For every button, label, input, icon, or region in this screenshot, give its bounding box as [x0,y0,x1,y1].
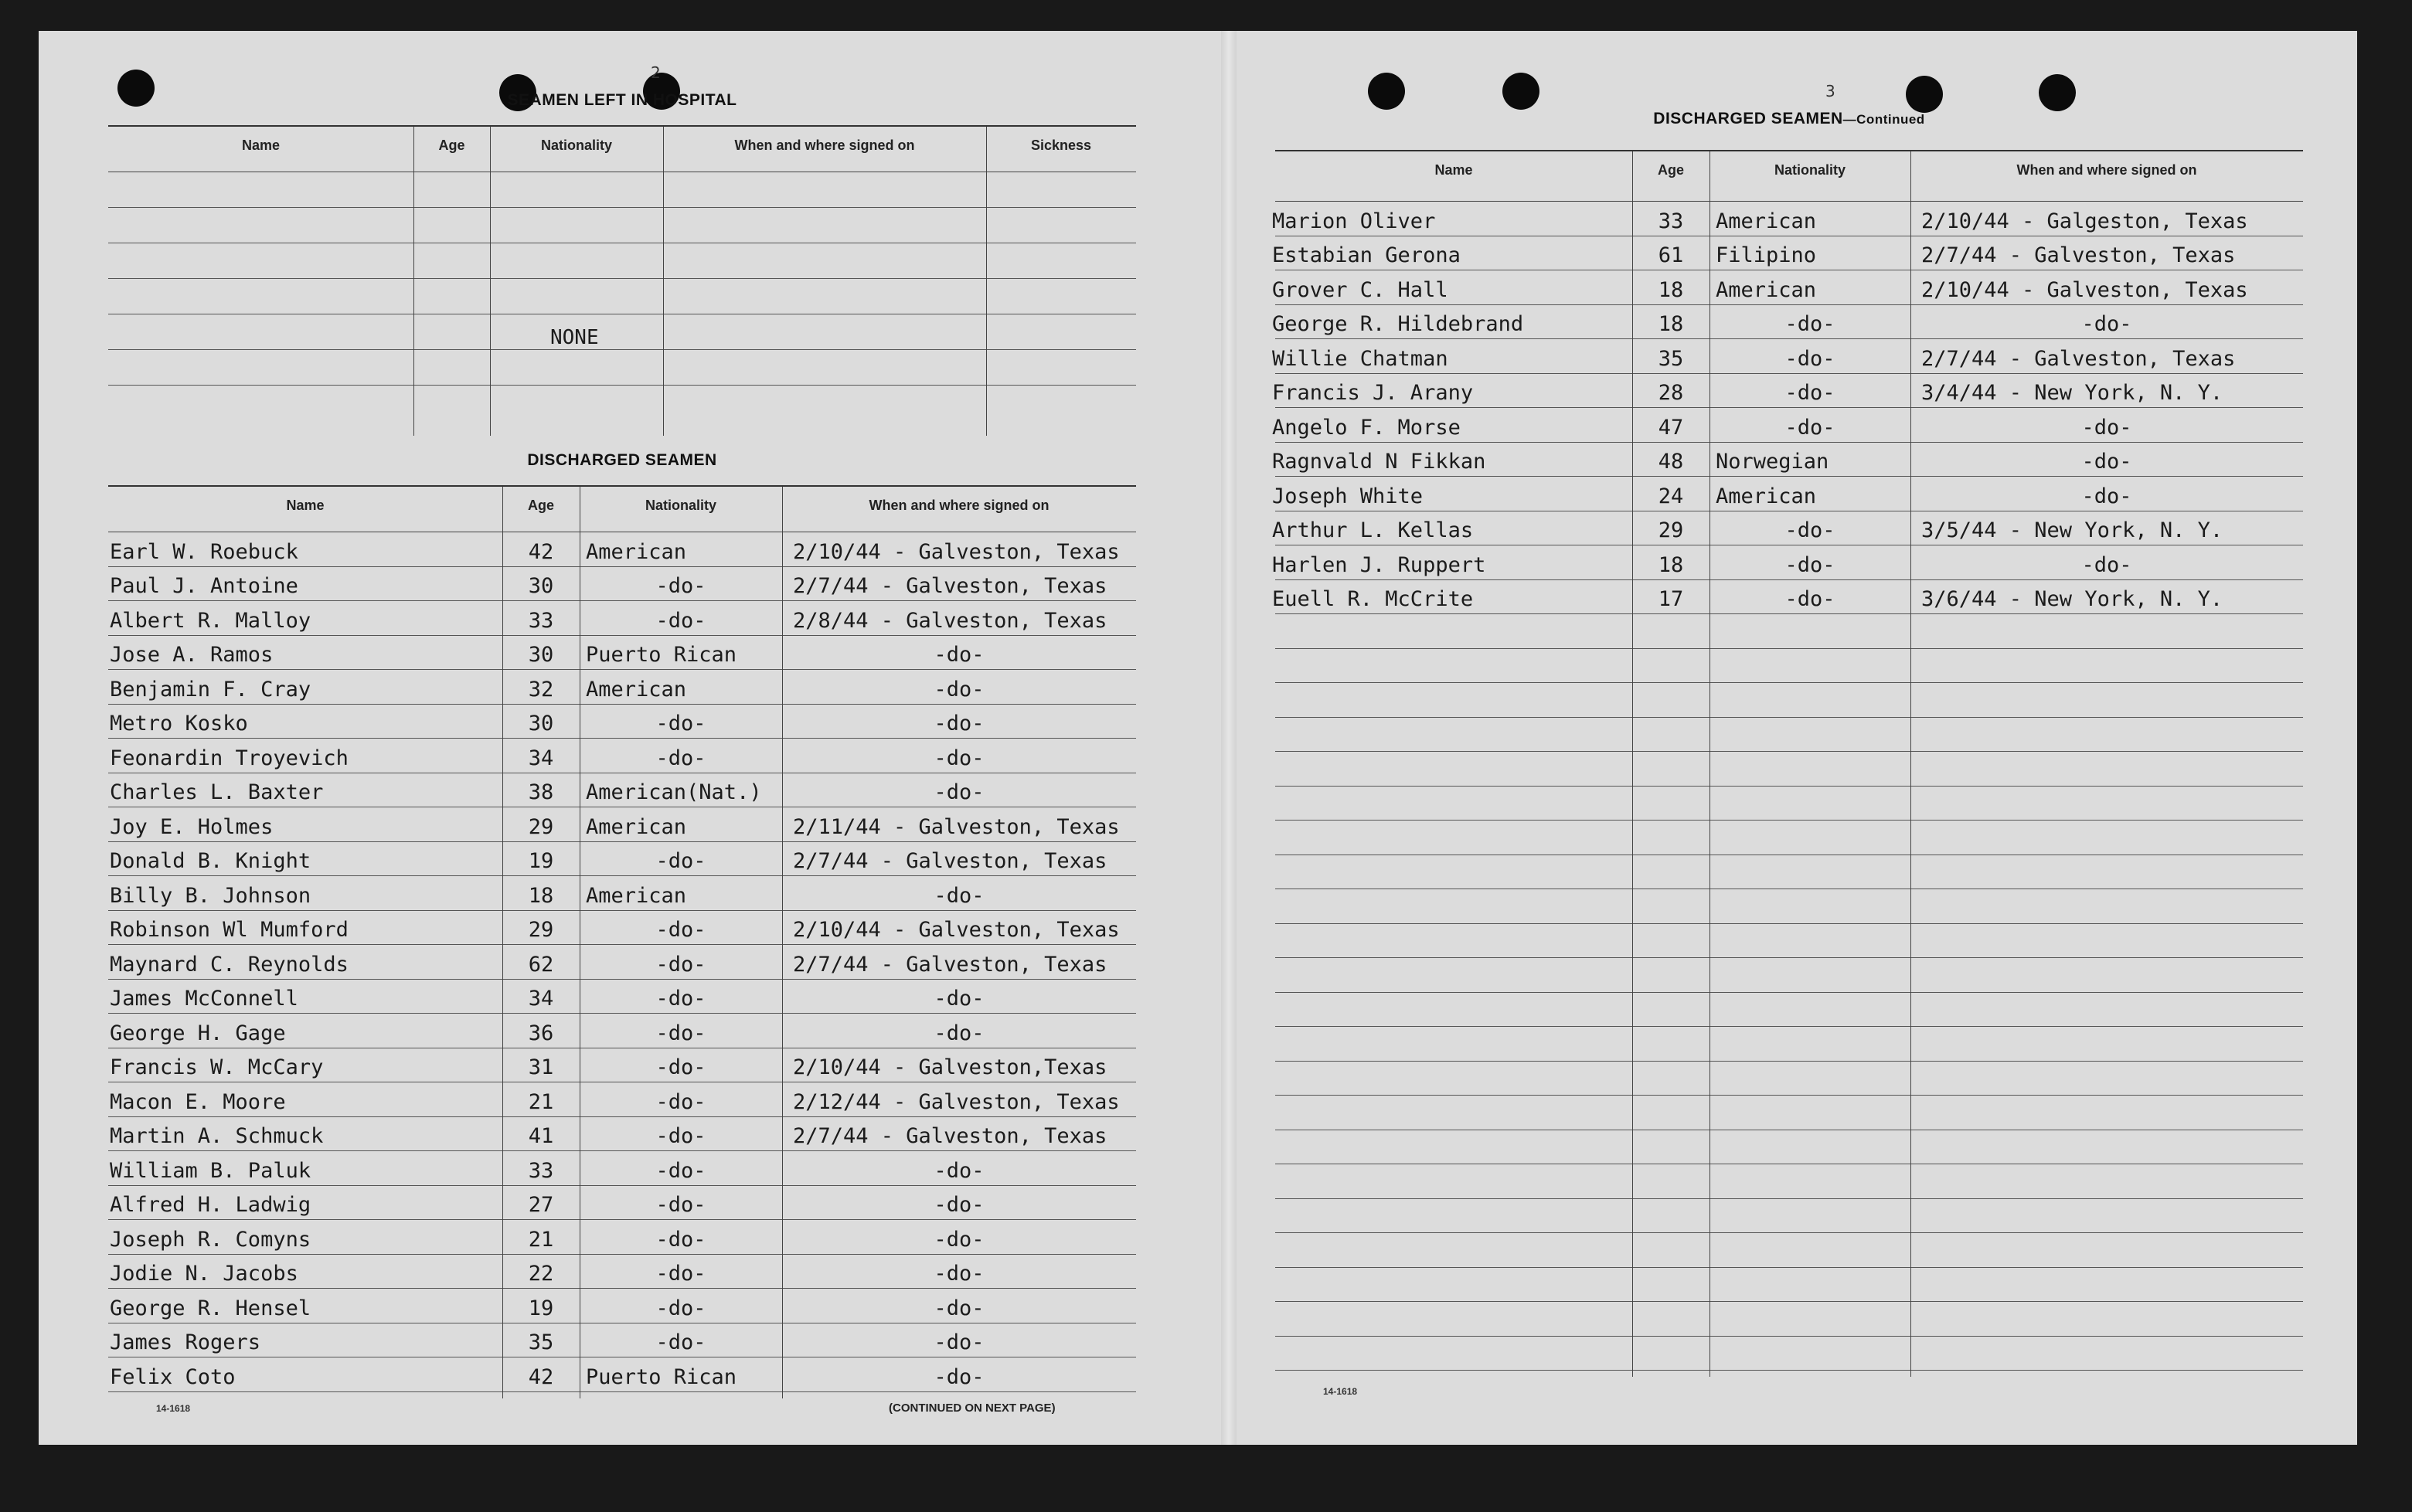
seaman-age: 30 [528,574,554,598]
seaman-nationality: -do- [655,1124,706,1148]
signed-on: 2/7/44 - Galveston, Texas [1921,346,2236,371]
signed-on: -do- [934,1364,985,1389]
signed-on: 2/7/44 - Galveston, Texas [1921,243,2236,267]
seaman-name: Paul J. Antoine [110,574,298,598]
signed-on: -do- [934,712,985,736]
seaman-nationality: American(Nat.) [586,780,762,804]
table-row [1272,304,2303,340]
table-row [108,704,1136,739]
table-row [108,1048,1136,1083]
seaman-age: 21 [528,1227,554,1252]
blank-row [1275,1198,2303,1234]
blank-row [108,172,1136,208]
column-header: Name [1434,162,1473,178]
table-row [1272,476,2303,511]
seaman-age: 19 [528,849,554,873]
signed-on: -do- [934,1296,985,1320]
seaman-age: 30 [528,643,554,667]
punch-hole [1502,73,1539,110]
blank-row [1275,751,2303,787]
seaman-nationality: -do- [655,918,706,942]
title-suffix: —Continued [1842,112,1925,127]
table-row [1272,442,2303,477]
blank-row [1275,1130,2303,1165]
signed-on: -do- [934,780,985,804]
hospital-table-header [108,127,1136,172]
table-row [108,566,1136,602]
seaman-age: 29 [1658,518,1684,542]
seaman-age: 19 [528,1296,554,1320]
table-row [108,669,1136,705]
hospital-section-title: SEAMEN LEFT IN HOSPITAL [507,91,737,109]
blank-row [108,207,1136,243]
seaman-name: Arthur L. Kellas [1272,518,1474,542]
signed-on: 2/10/44 - Galveston, Texas [793,539,1120,564]
title-main: DISCHARGED SEAMEN [1653,110,1843,127]
table-row [108,738,1136,773]
seaman-age: 41 [528,1124,554,1148]
seaman-nationality: -do- [1784,415,1835,440]
signed-on: 2/7/44 - Galveston, Texas [793,574,1107,598]
signed-on: 2/7/44 - Galveston, Texas [793,849,1107,873]
blank-row [1275,1026,2303,1062]
seaman-name: Jose A. Ramos [110,643,274,667]
seaman-name: James McConnell [110,987,298,1011]
punch-hole [1368,73,1405,110]
column-header: Age [1657,162,1684,178]
seaman-name: William B. Paluk [110,1158,311,1183]
form-number: 14-1618 [1323,1386,1358,1397]
document-sheet [39,31,2357,1445]
blank-row [1275,1301,2303,1337]
table-row [108,807,1136,842]
seaman-nationality: -do- [655,1330,706,1354]
seaman-nationality: -do- [655,1089,706,1114]
seaman-age: 34 [528,987,554,1011]
seaman-age: 28 [1658,381,1684,405]
seaman-nationality: -do- [655,1296,706,1320]
signed-on: 2/7/44 - Galveston, Texas [793,1124,1107,1148]
signed-on: -do- [934,883,985,908]
table-row [1272,511,2303,546]
seaman-nationality: -do- [655,1193,706,1217]
seaman-nationality: -do- [655,1227,706,1252]
seaman-age: 29 [528,918,554,942]
signed-on: -do- [934,1227,985,1252]
signed-on: 2/10/44 - Galveston,Texas [793,1055,1107,1079]
seaman-name: Donald B. Knight [110,849,311,873]
blank-row [1275,682,2303,718]
seaman-name: Joseph White [1272,484,1424,508]
column-header: When and where signed on [734,138,915,153]
seaman-age: 18 [528,883,554,908]
seaman-nationality: Puerto Rican [586,643,737,667]
seaman-nationality: -do- [655,849,706,873]
column-header: Nationality [1774,162,1846,178]
signed-on: 2/8/44 - Galveston, Texas [793,608,1107,633]
seaman-name: Martin A. Schmuck [110,1124,324,1148]
seaman-age: 29 [528,814,554,839]
signed-on: 2/10/44 - Galveston, Texas [1921,277,2248,302]
seaman-age: 33 [528,608,554,633]
seaman-nationality: -do- [655,987,706,1011]
seaman-age: 27 [528,1193,554,1217]
seaman-age: 18 [1658,312,1684,336]
discharged-continued-table [1272,150,2303,1377]
table-row [108,1116,1136,1152]
signed-on: -do- [934,677,985,702]
seaman-name: Angelo F. Morse [1272,415,1461,440]
seaman-nationality: -do- [1784,381,1835,405]
table-row [108,979,1136,1014]
table-row [1272,545,2303,580]
signed-on: -do- [934,643,985,667]
punch-hole [2039,74,2076,111]
seaman-age: 42 [528,539,554,564]
signed-on: -do- [934,1158,985,1183]
discharged-continued-title [1275,110,2303,128]
seaman-nationality: American [1716,209,1817,233]
seaman-name: Ragnvald N Fikkan [1272,450,1486,474]
column-header: Nationality [645,498,716,513]
seaman-nationality: American [1716,277,1817,302]
seaman-name: Benjamin F. Cray [110,677,311,702]
seaman-nationality: -do- [1784,587,1835,611]
blank-row [1275,1267,2303,1303]
table-row [1272,373,2303,409]
seaman-name: Harlen J. Ruppert [1272,552,1486,577]
seaman-name: Estabian Gerona [1272,243,1461,267]
seaman-age: 17 [1658,587,1684,611]
signed-on: -do- [2081,450,2132,474]
seaman-nationality: -do- [655,1158,706,1183]
blank-row [1275,786,2303,821]
table-row [1272,270,2303,305]
seaman-name: Macon E. Moore [110,1089,286,1114]
signed-on: 2/10/44 - Galgeston, Texas [1921,209,2248,233]
blank-row [1275,889,2303,924]
blank-row [1275,613,2303,649]
seaman-age: 42 [528,1364,554,1389]
table-row [108,875,1136,911]
table-row [108,1185,1136,1221]
table-row [1272,201,2303,236]
seaman-nationality: -do- [1784,518,1835,542]
seaman-name: Charles L. Baxter [110,780,324,804]
seaman-name: Willie Chatman [1272,346,1448,371]
table-row [108,944,1136,980]
blank-row [1275,923,2303,959]
seaman-nationality: -do- [655,746,706,770]
seaman-nationality: Filipino [1716,243,1817,267]
table-row [108,841,1136,877]
seaman-name: George R. Hensel [110,1296,311,1320]
seaman-name: George H. Gage [110,1021,286,1045]
seaman-age: 35 [1658,346,1684,371]
seaman-age: 47 [1658,415,1684,440]
seaman-name: Joseph R. Comyns [110,1227,311,1252]
signed-on: -do- [934,987,985,1011]
signed-on: 3/5/44 - New York, N. Y. [1921,518,2223,542]
table-row [108,1013,1136,1048]
discharged-continued-header [1275,151,2303,202]
column-header: Name [241,138,281,153]
signed-on: -do- [934,1193,985,1217]
table-row [108,1254,1136,1289]
discharged-table-header [108,487,1136,532]
seaman-age: 24 [1658,484,1684,508]
table-row [108,1288,1136,1323]
blank-row [1275,717,2303,753]
table-row [108,532,1136,567]
seaman-nationality: -do- [655,574,706,598]
page-fold [1221,31,1237,1445]
seaman-nationality: Puerto Rican [586,1364,737,1389]
seaman-nationality: -do- [655,1262,706,1286]
seaman-age: 61 [1658,243,1684,267]
seaman-age: 18 [1658,277,1684,302]
seaman-name: Grover C. Hall [1272,277,1448,302]
table-row [108,635,1136,671]
table-row [1272,579,2303,615]
seaman-nationality: American [586,539,687,564]
seaman-nationality: Norwegian [1716,450,1829,474]
seaman-age: 22 [528,1262,554,1286]
blank-row [1275,1095,2303,1130]
seaman-name: Alfred H. Ladwig [110,1193,311,1217]
signed-on: -do- [934,1262,985,1286]
seaman-name: James Rogers [110,1330,261,1354]
blank-row [1275,992,2303,1028]
seaman-nationality: -do- [1784,552,1835,577]
signed-on: -do- [2081,312,2132,336]
hospital-table [108,125,1136,436]
blank-row [1275,855,2303,890]
signed-on: 2/12/44 - Galveston, Texas [793,1089,1120,1114]
seaman-age: 62 [528,952,554,977]
blank-row [1275,1232,2303,1268]
seaman-age: 33 [1658,209,1684,233]
signed-on: -do- [2081,552,2132,577]
column-header: When and where signed on [869,498,1050,513]
seaman-nationality: American [1716,484,1817,508]
discharged-table [108,485,1136,1398]
signed-on: 2/10/44 - Galveston, Texas [793,918,1120,942]
punch-hole [1906,76,1943,113]
seaman-nationality: -do- [655,1055,706,1079]
seaman-age: 31 [528,1055,554,1079]
signed-on: -do- [934,1021,985,1045]
discharged-section-title: DISCHARGED SEAMEN [527,451,717,469]
seaman-nationality: -do- [655,712,706,736]
page-number: 3 [1825,82,1835,100]
page-number: 2 [651,63,661,82]
hospital-none-text: NONE [550,326,599,349]
blank-row [108,278,1136,314]
column-header: When and where signed on [2016,162,2197,178]
seaman-age: 18 [1658,552,1684,577]
seaman-name: Maynard C. Reynolds [110,952,349,977]
blank-row [1275,820,2303,855]
table-row [1272,338,2303,374]
seaman-nationality: -do- [655,952,706,977]
seaman-nationality: -do- [655,608,706,633]
seaman-age: 30 [528,712,554,736]
table-row [108,1150,1136,1186]
table-row [1272,407,2303,443]
blank-row [108,349,1136,386]
signed-on: -do- [2081,415,2132,440]
table-row [108,1219,1136,1255]
table-row [108,910,1136,946]
signed-on: 2/11/44 - Galveston, Texas [793,814,1120,839]
seaman-name: Francis W. McCary [110,1055,324,1079]
blank-row [1275,1164,2303,1199]
form-number: 14-1618 [156,1403,191,1414]
seaman-name: Earl W. Roebuck [110,539,298,564]
seaman-nationality: -do- [1784,346,1835,371]
seaman-name: Felix Coto [110,1364,236,1389]
seaman-age: 48 [1658,450,1684,474]
seaman-name: Euell R. McCrite [1272,587,1474,611]
table-row [1272,236,2303,271]
table-row [108,773,1136,808]
seaman-age: 33 [528,1158,554,1183]
column-header: Name [286,498,325,513]
seaman-age: 21 [528,1089,554,1114]
seaman-name: Robinson Wl Mumford [110,918,349,942]
seaman-age: 38 [528,780,554,804]
blank-row [108,314,1136,350]
seaman-age: 34 [528,746,554,770]
seaman-name: Joy E. Holmes [110,814,274,839]
column-header: Age [438,138,465,153]
column-header: Age [527,498,554,513]
table-row [108,1082,1136,1117]
blank-row [1275,1336,2303,1371]
seaman-name: Albert R. Malloy [110,608,311,633]
seaman-name: Jodie N. Jacobs [110,1262,298,1286]
signed-on: -do- [934,746,985,770]
continued-note: (CONTINUED ON NEXT PAGE) [889,1402,1056,1415]
signed-on: -do- [2081,484,2132,508]
seaman-nationality: American [586,677,687,702]
seaman-name: Francis J. Arany [1272,381,1474,405]
signed-on: 2/7/44 - Galveston, Texas [793,952,1107,977]
seaman-nationality: -do- [655,1021,706,1045]
blank-row [108,243,1136,279]
seaman-age: 32 [528,677,554,702]
seaman-name: Metro Kosko [110,712,248,736]
seaman-name: Feonardin Troyevich [110,746,349,770]
seaman-name: Marion Oliver [1272,209,1436,233]
signed-on: 3/6/44 - New York, N. Y. [1921,587,2223,611]
blank-row [1275,1061,2303,1096]
seaman-nationality: American [586,883,687,908]
table-row [108,600,1136,636]
table-row [108,1357,1136,1392]
table-row [108,1323,1136,1358]
seaman-name: George R. Hildebrand [1272,312,1524,336]
seaman-name: Billy B. Johnson [110,883,311,908]
seaman-age: 36 [528,1021,554,1045]
column-header: Nationality [540,138,612,153]
signed-on: -do- [934,1330,985,1354]
seaman-nationality: American [586,814,687,839]
signed-on: 3/4/44 - New York, N. Y. [1921,381,2223,405]
blank-row [1275,957,2303,993]
blank-row [1275,648,2303,684]
column-header: Sickness [1030,138,1092,153]
seaman-nationality: -do- [1784,312,1835,336]
seaman-age: 35 [528,1330,554,1354]
